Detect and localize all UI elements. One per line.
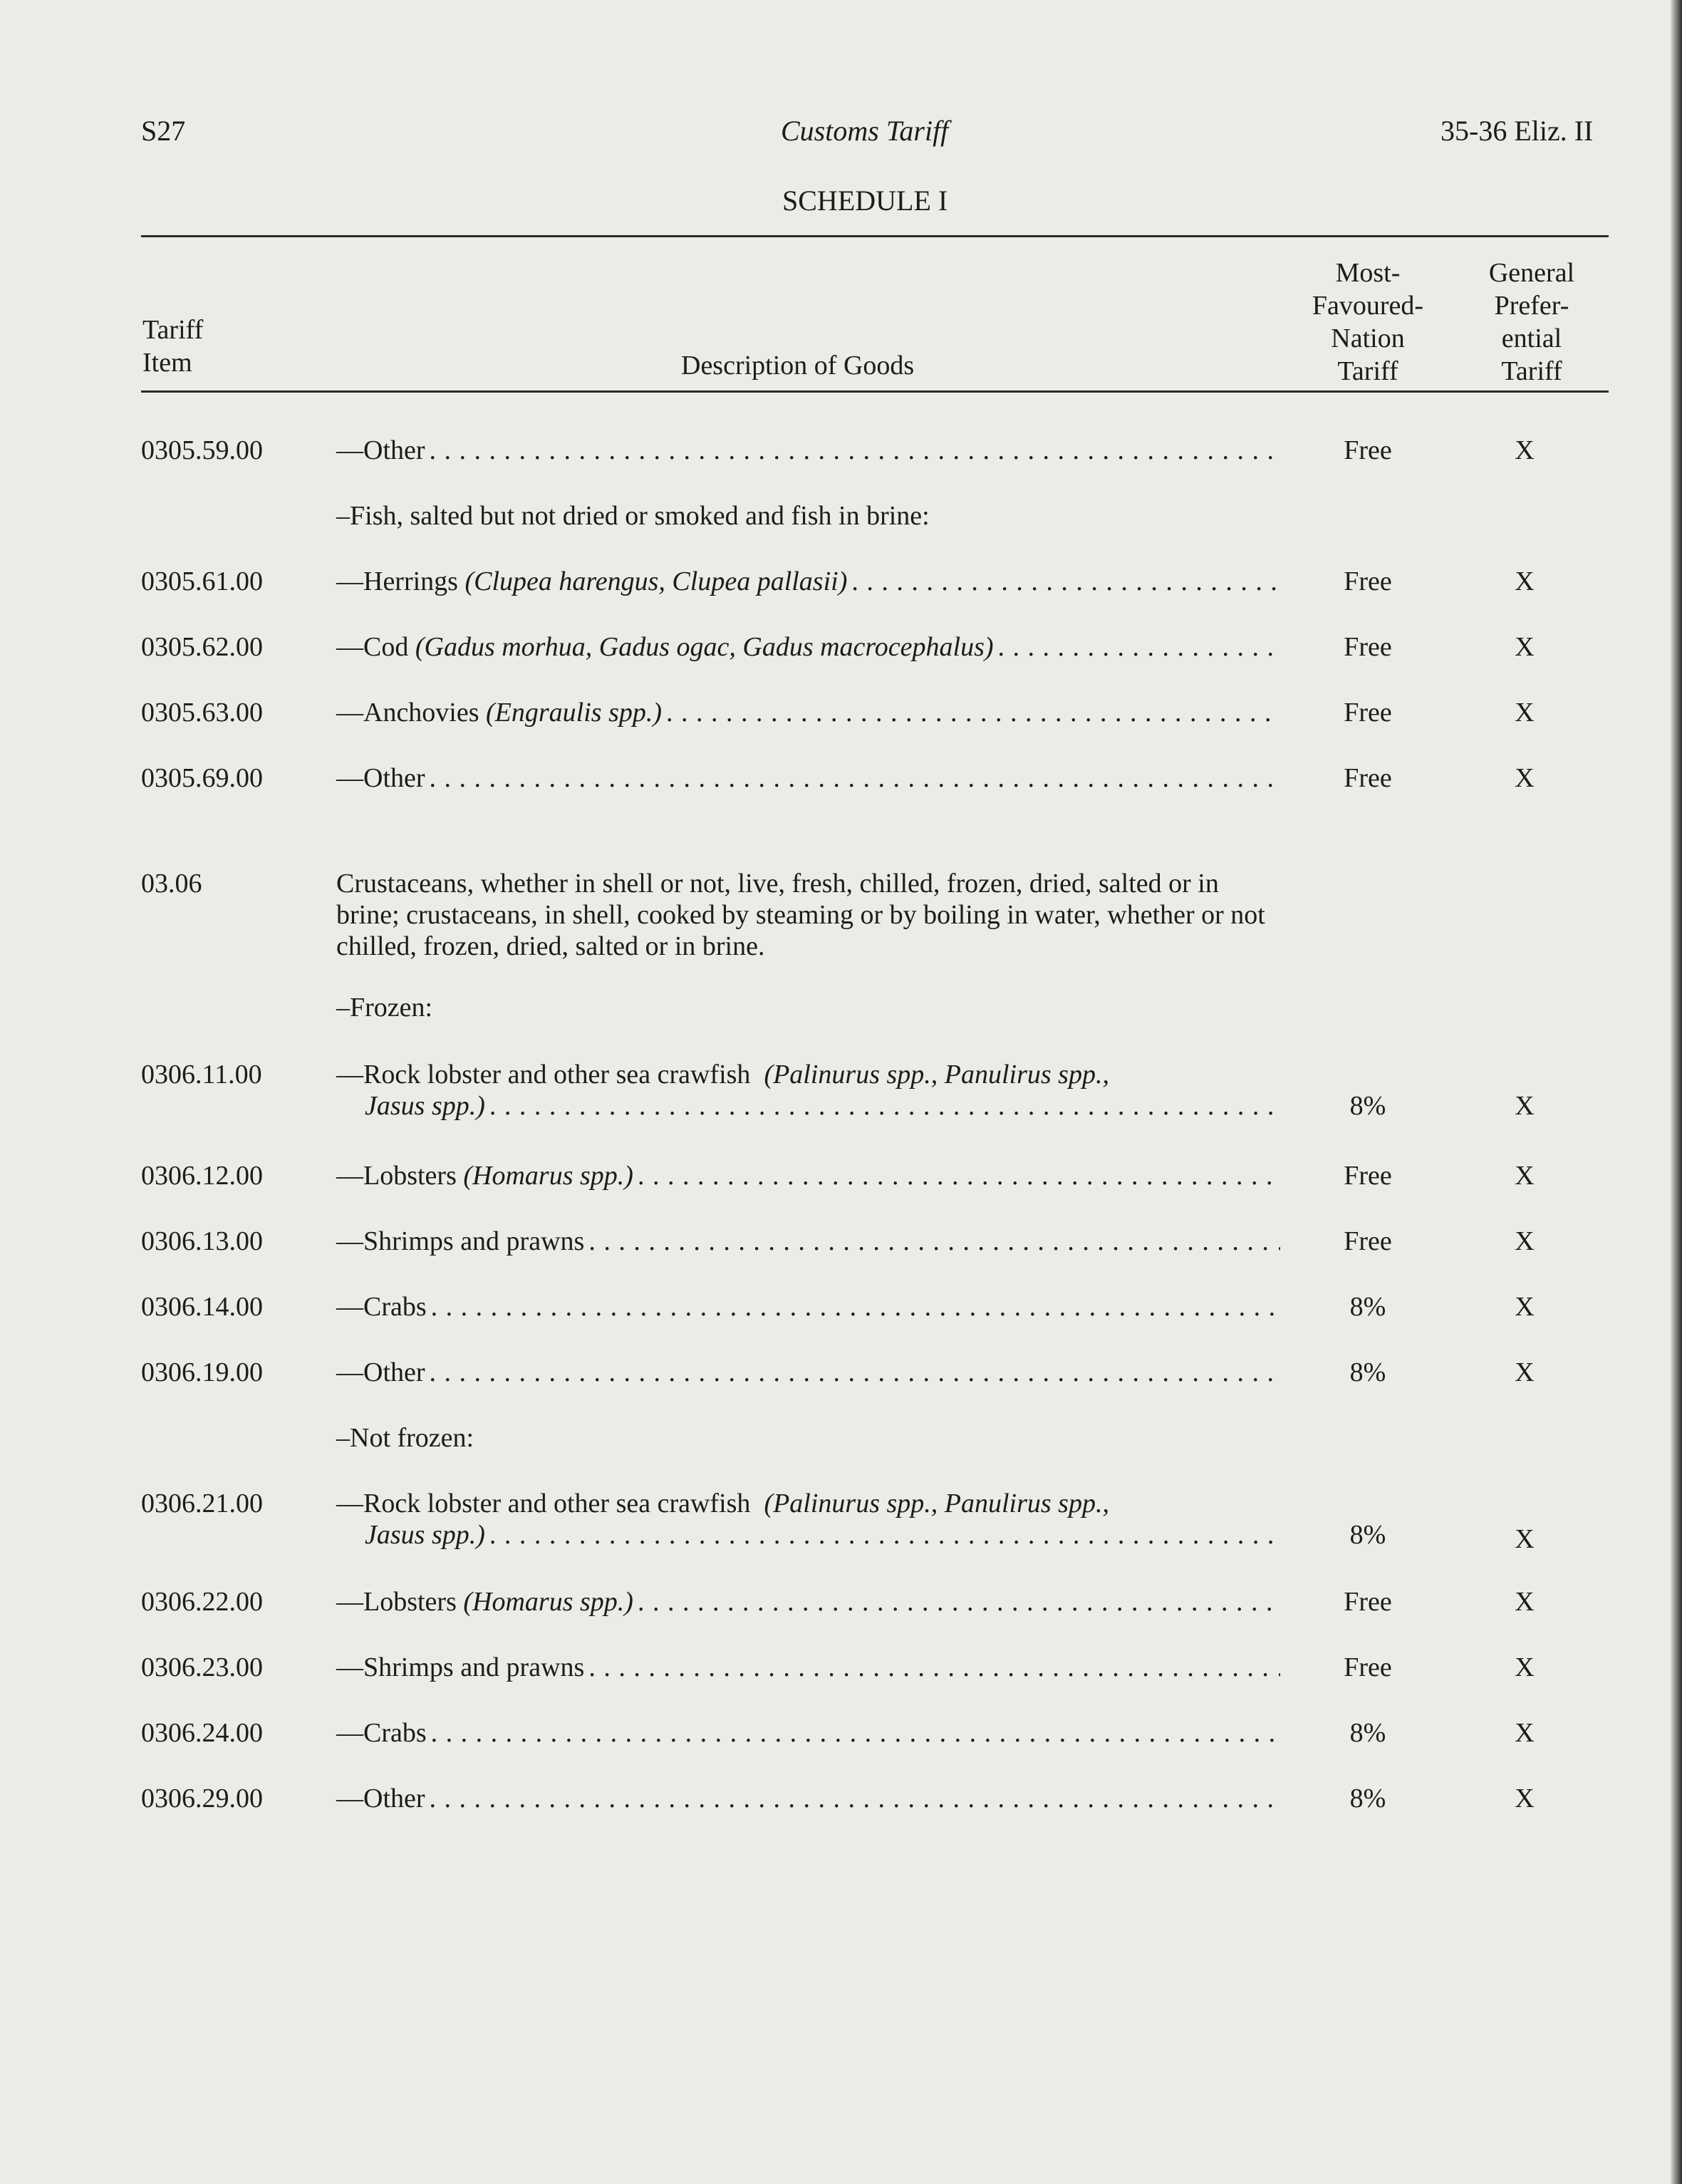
desc-text: —Lobsters: [336, 1587, 457, 1617]
goods-description: –Fish, salted but not dried or smoked and fish in brine:: [336, 501, 930, 531]
col-head-line: ential: [1501, 324, 1562, 353]
tariff-code: 0306.19.00: [141, 1357, 263, 1387]
leader-dots: [430, 1783, 1280, 1814]
schedule-title: SCHEDULE I: [782, 185, 948, 217]
col-head-line: Tariff: [1501, 356, 1562, 386]
mfn-rate: 8%: [1349, 1784, 1386, 1813]
leader-dots: [430, 435, 1280, 466]
desc-species: (Engraulis spp.): [486, 698, 663, 728]
top-rule: [141, 235, 1609, 237]
leader-dots: [666, 697, 1280, 728]
running-title: Customs Tariff: [781, 115, 949, 147]
goods-description: –Not frozen:: [336, 1423, 474, 1453]
gpt-rate: X: [1515, 1292, 1535, 1322]
tariff-code: 0305.59.00: [141, 435, 263, 465]
col-head-tariff-item: [142, 314, 203, 379]
desc-text: —Other: [336, 763, 425, 793]
mfn-rate: Free: [1344, 435, 1392, 465]
page-edge-shadow: [1671, 0, 1682, 2184]
goods-description: [336, 1783, 1280, 1814]
gpt-rate: X: [1515, 1652, 1535, 1682]
tariff-code: 0306.23.00: [141, 1652, 263, 1682]
col-head-line: Favoured-: [1312, 291, 1424, 321]
tariff-code: 0306.12.00: [141, 1161, 263, 1191]
col-head-description: Description of Goods: [681, 351, 915, 381]
tariff-code: 0306.22.00: [141, 1587, 263, 1617]
goods-description: [336, 1652, 1280, 1683]
col-head-line: General: [1488, 258, 1575, 288]
leader-dots: [638, 1586, 1280, 1618]
col-head-line: Prefer-: [1494, 291, 1569, 321]
header-rule: [141, 390, 1609, 393]
session-label: 35-36 Eliz. II: [1440, 115, 1594, 147]
desc-species: Jasus spp.): [365, 1091, 485, 1121]
leader-dots: [430, 1357, 1280, 1388]
desc-text: —Herrings: [336, 566, 458, 596]
col-head-gpt: [1460, 257, 1603, 388]
tariff-code: 0306.24.00: [141, 1718, 263, 1748]
desc-text: —Other: [336, 1357, 425, 1387]
goods-description: [336, 1357, 1280, 1388]
mfn-rate: Free: [1344, 1587, 1392, 1617]
desc-text: —Rock lobster and other sea crawfish: [336, 1060, 757, 1090]
leader-dots: [431, 1717, 1280, 1749]
goods-description: [336, 1291, 1280, 1323]
goods-description: –Frozen:: [336, 993, 433, 1023]
gpt-rate: X: [1515, 698, 1535, 728]
mfn-rate: 8%: [1349, 1718, 1386, 1748]
desc-text: —Other: [336, 435, 425, 465]
col-head-mfn: [1282, 257, 1453, 388]
desc-text: —Other: [336, 1784, 425, 1813]
desc-text: —Anchovies: [336, 698, 479, 728]
desc-species: (Palinurus spp., Panulirus spp.,: [764, 1060, 1109, 1090]
gpt-rate: X: [1515, 566, 1535, 596]
goods-description: [336, 631, 1280, 663]
tariff-code: 0306.14.00: [141, 1292, 263, 1322]
mfn-rate: 8%: [1349, 1520, 1386, 1550]
desc-text: —Crabs: [336, 1718, 427, 1748]
mfn-rate: Free: [1344, 1652, 1392, 1682]
leader-dots: [851, 566, 1280, 597]
goods-description: [336, 1717, 1280, 1749]
goods-description: [336, 1160, 1280, 1191]
desc-text: —Shrimps and prawns: [336, 1226, 585, 1256]
desc-species: (Gadus morhua, Gadus ogac, Gadus macrocephalus): [415, 632, 994, 662]
leader-dots: [431, 1291, 1280, 1323]
gpt-rate: X: [1515, 1587, 1535, 1617]
leader-dots: [489, 1090, 1280, 1122]
mfn-rate: Free: [1344, 1226, 1392, 1256]
col-head-line: Tariff: [1337, 356, 1398, 386]
desc-text: —Lobsters: [336, 1161, 457, 1191]
mfn-rate: Free: [1344, 698, 1392, 728]
desc-species: (Clupea harengus, Clupea pallasii): [464, 566, 848, 596]
tariff-code: 0305.62.00: [141, 632, 263, 662]
goods-description: [336, 1586, 1280, 1618]
goods-description: [336, 697, 1280, 728]
goods-description: [336, 762, 1280, 794]
heading-code: 03.06: [141, 869, 202, 899]
mfn-rate: Free: [1344, 632, 1392, 662]
desc-species: Jasus spp.): [365, 1520, 485, 1550]
col-head-line: Item: [142, 348, 192, 378]
goods-description: [336, 435, 1280, 466]
leader-dots: [588, 1652, 1280, 1683]
desc-text: —Cod: [336, 632, 409, 662]
gpt-rate: X: [1515, 1091, 1535, 1121]
gpt-rate: X: [1515, 763, 1535, 793]
heading-description: Crustaceans, whether in shell or not, live, fresh, chilled, frozen, dried, salted or in brine; crustaceans, in shell, cooked by steaming or by boiling in water, whether or not chilled, frozen, dried, salted or in brine.: [336, 869, 1265, 961]
col-head-line: Most-: [1335, 258, 1401, 288]
col-head-line: Tariff: [142, 315, 204, 345]
goods-description: [336, 566, 1280, 597]
mfn-rate: 8%: [1349, 1292, 1386, 1322]
gpt-rate: X: [1515, 632, 1535, 662]
leader-dots: [588, 1226, 1280, 1257]
mfn-rate: 8%: [1349, 1357, 1386, 1387]
tariff-code: 0306.13.00: [141, 1226, 263, 1256]
mfn-rate: Free: [1344, 566, 1392, 596]
desc-text: —Shrimps and prawns: [336, 1652, 585, 1682]
desc-text: —Crabs: [336, 1292, 427, 1322]
leader-dots: [998, 631, 1280, 663]
gpt-rate: X: [1515, 1784, 1535, 1813]
desc-species: (Homarus spp.): [463, 1587, 633, 1617]
tariff-code: 0306.21.00: [141, 1489, 263, 1518]
desc-species: (Homarus spp.): [463, 1161, 633, 1191]
leader-dots: [489, 1519, 1280, 1551]
mfn-rate: 8%: [1349, 1091, 1386, 1121]
gpt-rate: X: [1515, 1524, 1535, 1554]
tariff-code: 0305.69.00: [141, 763, 263, 793]
tariff-code: 0306.11.00: [141, 1060, 262, 1090]
goods-description: [336, 1226, 1280, 1257]
tariff-code: 0306.29.00: [141, 1784, 263, 1813]
leader-dots: [638, 1160, 1280, 1191]
desc-text: —Rock lobster and other sea crawfish: [336, 1489, 757, 1518]
gpt-rate: X: [1515, 1357, 1535, 1387]
goods-description: [336, 1488, 1280, 1551]
col-head-line: Nation: [1331, 324, 1405, 353]
page-number: S27: [141, 115, 186, 147]
gpt-rate: X: [1515, 1226, 1535, 1256]
gpt-rate: X: [1515, 435, 1535, 465]
goods-description: [336, 1059, 1280, 1122]
mfn-rate: Free: [1344, 763, 1392, 793]
tariff-code: 0305.61.00: [141, 566, 263, 596]
desc-species: (Palinurus spp., Panulirus spp.,: [764, 1489, 1109, 1518]
gpt-rate: X: [1515, 1718, 1535, 1748]
mfn-rate: Free: [1344, 1161, 1392, 1191]
leader-dots: [430, 762, 1280, 794]
gpt-rate: X: [1515, 1161, 1535, 1191]
tariff-code: 0305.63.00: [141, 698, 263, 728]
